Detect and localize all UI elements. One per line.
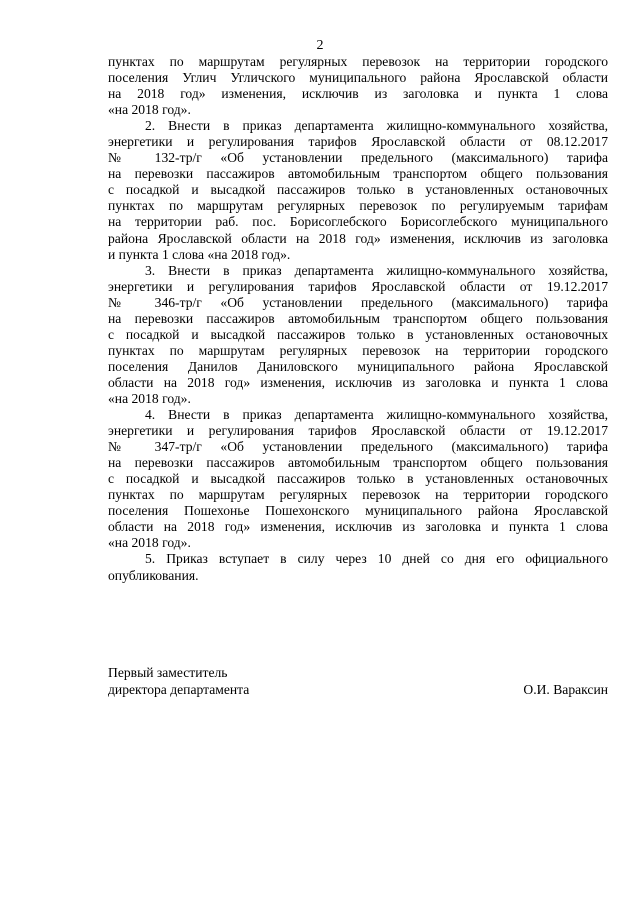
text-line: поселения Углич Угличского муниципального района Ярославской области [108, 70, 608, 86]
paragraph-4 [108, 407, 608, 551]
text-line: № 346-тр/г «Об установлении предельного (максимального) тарифа [108, 294, 608, 310]
text-line: на 2018 год» изменения, исключив из заголовка и пункта 1 слова [108, 86, 608, 102]
text-line: поселения Пошехонье Пошехонского муниципального района Ярославской [108, 503, 608, 519]
text-line: 4. Внести в приказ департамента жилищно-коммунального хозяйства, [145, 407, 608, 423]
text-line: с посадкой и высадкой пассажиров только в установленных остановочных [108, 471, 608, 487]
paragraph-2 [108, 118, 608, 262]
document-body [108, 54, 608, 584]
text-line: опубликования. [108, 567, 199, 583]
text-line: и пункта 1 слова «на 2018 год». [108, 246, 291, 262]
signatory-title: Первый заместитель [108, 665, 228, 680]
text-line: № 347-тр/г «Об установлении предельного (максимального) тарифа [108, 439, 608, 455]
paragraph-1-continuation [108, 54, 608, 118]
text-line: «на 2018 год». [108, 390, 191, 406]
text-line: на перевозки пассажиров автомобильным транспортом общего пользования [108, 310, 608, 326]
signature-block [108, 665, 608, 698]
text-line: энергетики и регулирования тарифов Ярославской области от 19.12.2017 [108, 278, 608, 294]
text-line: пунктах по маршрутам регулярных перевозок на территории городского [108, 342, 608, 358]
page-number: 2 [316, 38, 324, 53]
text-line: № 132-тр/г «Об установлении предельного (максимального) тарифа [108, 150, 608, 166]
signatory-title: директора департамента [108, 681, 250, 697]
text-line: области на 2018 год» изменения, исключив из заголовка и пункта 1 слова [108, 374, 608, 390]
text-line: на перевозки пассажиров автомобильным транспортом общего пользования [108, 166, 608, 182]
text-line: «на 2018 год». [108, 535, 191, 551]
text-line: «на 2018 год». [108, 102, 191, 118]
text-line: с посадкой и высадкой пассажиров только в установленных остановочных [108, 326, 608, 342]
text-line: пунктах по маршрутам регулярных перевозок на территории городского [108, 487, 608, 503]
signatory-name: О.И. Вараксин [523, 681, 608, 697]
text-line: 3. Внести в приказ департамента жилищно-коммунального хозяйства, [145, 262, 608, 278]
paragraph-5 [108, 551, 608, 583]
text-line: района Ярославской области на 2018 год» изменения, исключив из заголовка [108, 230, 608, 246]
text-line: с посадкой и высадкой пассажиров только в установленных остановочных [108, 182, 608, 198]
text-line: 5. Приказ вступает в силу через 10 дней со дня его официального [145, 551, 608, 567]
text-line: пунктах по маршрутам регулярных перевозок по регулируемым тарифам [108, 198, 608, 214]
text-line: области на 2018 год» изменения, исключив из заголовка и пункта 1 слова [108, 519, 608, 535]
text-line: на перевозки пассажиров автомобильным транспортом общего пользования [108, 455, 608, 471]
paragraph-3 [108, 263, 608, 407]
text-line: поселения Данилов Даниловского муниципального района Ярославской [108, 358, 608, 374]
text-line: пунктах по маршрутам регулярных перевозок на территории городского [108, 54, 608, 69]
text-line: на территории раб. пос. Борисоглебского Борисоглебского муниципального [108, 214, 608, 230]
text-line: энергетики и регулирования тарифов Ярославской области от 19.12.2017 [108, 423, 608, 439]
text-line: энергетики и регулирования тарифов Ярославской области от 08.12.2017 [108, 134, 608, 150]
text-line: 2. Внести в приказ департамента жилищно-коммунального хозяйства, [145, 118, 608, 134]
